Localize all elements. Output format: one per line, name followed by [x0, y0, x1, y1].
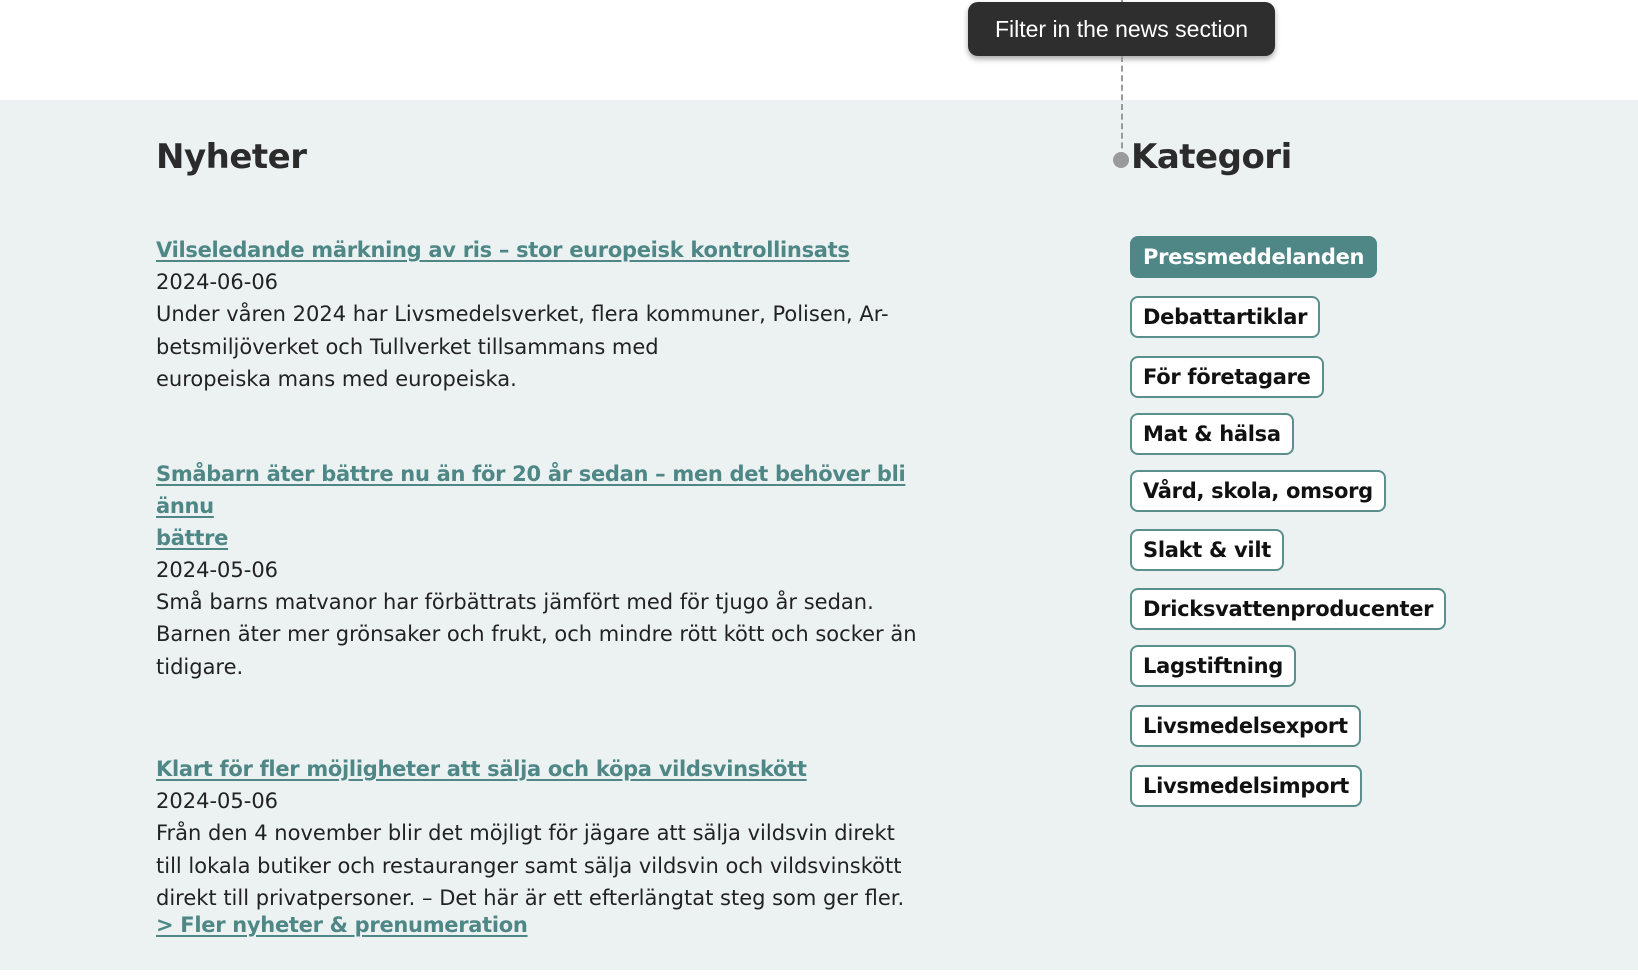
category-for-foretagare[interactable]: För företagare — [1130, 356, 1324, 398]
category-heading: Kategori — [1131, 137, 1292, 177]
category-debattartiklar[interactable]: Debattartiklar — [1130, 296, 1320, 338]
summary-line: Under våren 2024 har Livsmedelsverket, flera kommuner, Polisen, Ar- — [156, 302, 889, 326]
annotation-tooltip: Filter in the news section — [968, 2, 1275, 56]
news-item-summary — [156, 586, 946, 684]
category-vard-skola-omsorg[interactable]: Vård, skola, omsorg — [1130, 470, 1386, 512]
summary-line: direkt till privatpersoner. – Det här är ett efterlängtat steg som ger fler. — [156, 886, 905, 910]
category-slakt-vilt[interactable]: Slakt & vilt — [1130, 529, 1284, 571]
news-heading: Nyheter — [156, 137, 307, 177]
category-pressmeddelanden[interactable]: Pressmeddelanden — [1130, 236, 1377, 278]
news-item-date: 2024-05-06 — [156, 557, 279, 582]
news-item-title-link[interactable]: Vilseledande märkning av ris – stor europeisk kontrollinsats — [156, 238, 850, 262]
tooltip-connector-line — [1121, 56, 1123, 158]
summary-line: Små barns matvanor har förbättrats jämfört med för tjugo år sedan. — [156, 589, 874, 614]
news-item-summary — [156, 298, 946, 396]
summary-line: Barnen äter mer grönsaker och frukt, och mindre rött kött och socker än — [156, 622, 917, 646]
summary-line: europeiska mans med europeiska. — [156, 367, 517, 391]
news-item — [156, 458, 946, 684]
category-lagstiftning[interactable]: Lagstiftning — [1130, 645, 1296, 687]
title-line: bättre — [156, 525, 229, 550]
summary-line: Från den 4 november blir det möjligt för jägare att sälja vildsvin direkt — [156, 821, 895, 845]
news-list — [156, 234, 946, 977]
category-mat-halsa[interactable]: Mat & hälsa — [1130, 413, 1294, 455]
tooltip-connector-dot — [1113, 152, 1129, 168]
summary-line: till lokala butiker och restauranger samt sälja vildsvin och vildsvinskött — [156, 853, 902, 878]
news-item-date: 2024-05-06 — [156, 789, 279, 813]
news-item-date: 2024-06-06 — [156, 270, 279, 294]
summary-line: betsmiljöverket och Tullverket tillsammans med — [156, 334, 659, 359]
title-line: Småbarn äter bättre nu än för 20 år sedan – men det behöver bli ännu — [156, 461, 906, 518]
category-livsmedelsimport[interactable]: Livsmedelsimport — [1130, 765, 1362, 807]
summary-line: tidigare. — [156, 654, 244, 679]
news-item-title-link[interactable]: Klart för fler möjligheter att sälja och köpa vildsvinskött — [156, 757, 807, 781]
category-dricksvattenproducenter[interactable]: Dricksvattenproducenter — [1130, 588, 1446, 630]
news-item — [156, 753, 946, 915]
category-livsmedelsexport[interactable]: Livsmedelsexport — [1130, 705, 1361, 747]
more-news-link[interactable]: > Fler nyheter & prenumeration — [156, 913, 528, 937]
news-item — [156, 234, 946, 396]
news-item-summary — [156, 817, 946, 915]
news-item-title-link[interactable] — [156, 458, 946, 554]
